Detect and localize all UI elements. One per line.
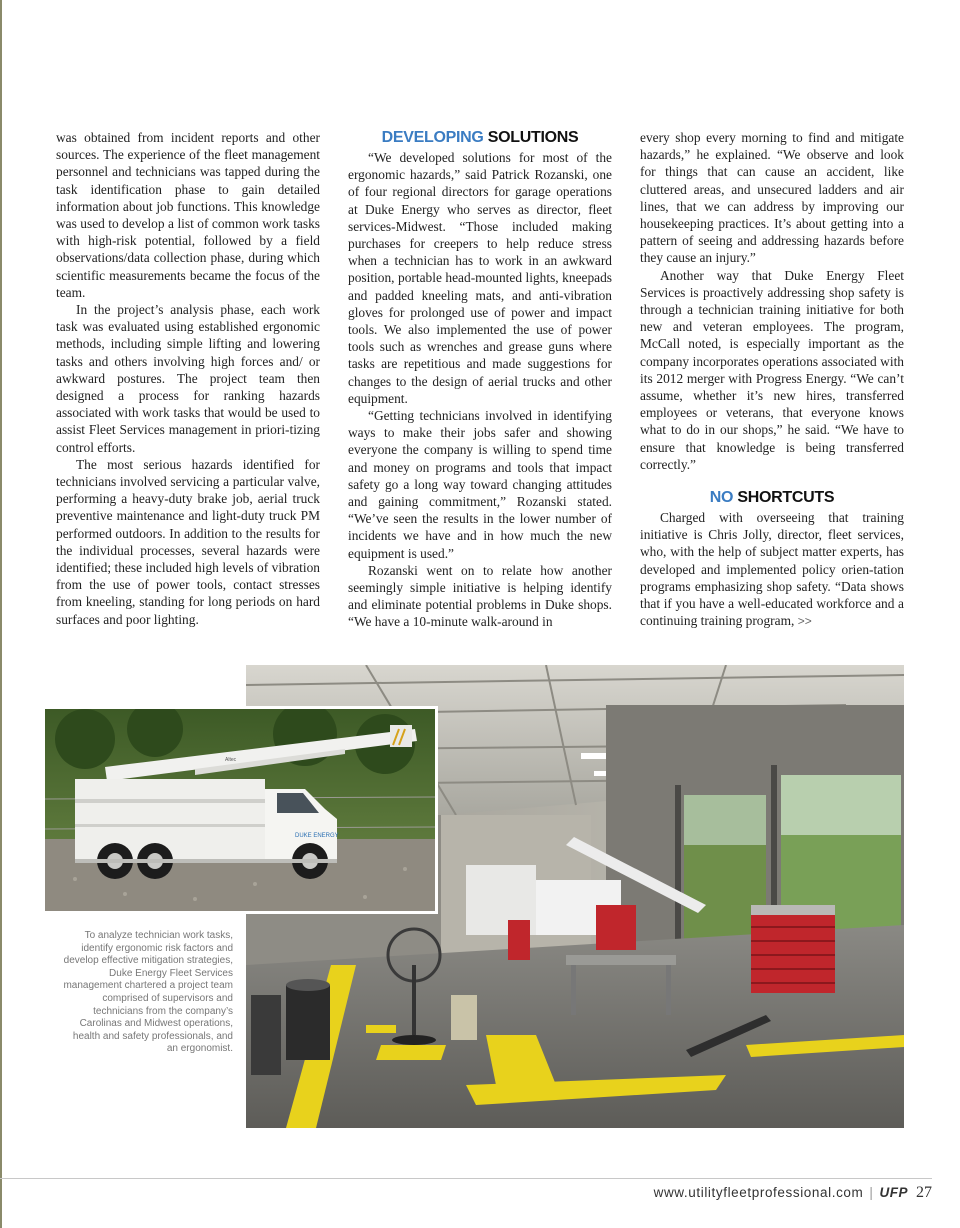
- footer-separator: |: [869, 1185, 874, 1200]
- paragraph: “We developed solutions for most of the ergonomic hazards,” said Patrick Rozanski, one of four regional directors for garage operations at Duke Energy who serves as director, fleet services-Midwest. “Those included making purchases for creepers to help reduce stress when a technician has to work in an awkward position, portable head-mounted lights, kneepads and padded kneeling mats, and anti-vibration gloves for prolonged use of power and impact tools. We also implemented the use of power tools such as wrenches and grease guns where tasks are repetitious and made suggestions for changes to the design of aerial trucks and other equipment.: [348, 150, 612, 406]
- truck-logo-text: DUKE ENERGY: [295, 833, 339, 839]
- section-heading-no-shortcuts: [640, 489, 904, 507]
- heading-word: SOLUTIONS: [487, 129, 579, 146]
- paragraph: every shop every morning to find and mitigate hazards,” he explained. “We observe and look for things that can cause an accident, like cluttered areas, and unsecured ladders and air lines, that we can address by improving our housekeeping practices. It’s about getting into a pattern of seeing and addressing hazards before they cause an injury.”: [640, 130, 904, 266]
- page-footer: [654, 1184, 932, 1202]
- paragraph: “Getting technicians involved in identifying ways to make their jobs safer and showing everyone the company is willing to spend time and money on programs and tools that impact safety go a long way toward changing attitudes and gaining commitment,” Rozanski stated. “We’ve seen the results in the lower number of incidents we have and in how much the new equipment is used.”: [348, 408, 612, 561]
- heading-word: SHORTCUTS: [737, 489, 835, 507]
- page-number: 27: [916, 1184, 932, 1201]
- paragraph-text: Charged with overseeing that training initiative is Chris Jolly, director, fleet services, who, with the help of subject matter experts, has developed and implemented policy orien-tation programs emphasizing shop safety. “Data shows that if you have a well-educated workforce and a continuing training program,: [640, 510, 904, 629]
- article-column-2: [348, 129, 612, 631]
- page-edge-rule: [0, 0, 2, 1228]
- photo-caption: To analyze technician work tasks, identify ergonomic risk factors and develop effective mitigation strategies, Duke Energy Fleet Services management chartered a project team comprised of supervisors and technicians from the company’s Carolinas and Midwest operations, health and safety professionals, and an ergonomist.: [63, 930, 233, 1055]
- paragraph: The most serious hazards identified for technicians involved servicing a particular valve, performing a heavy-duty brake job, aerial truck preventive maintenance and light-duty truck PM performed outdoors. In addition to the results for the individual processes, several hazards were identified; these included high levels of vibration from the use of power tools, contact stresses from kneeling, standing for long periods on hard surfaces and poor lighting.: [56, 456, 320, 627]
- bucket-truck-photo: [42, 706, 438, 914]
- heading-accent-word: DEVELOPING: [381, 129, 484, 146]
- continued-arrow: >>: [797, 614, 812, 629]
- heading-accent-word: NO: [709, 489, 734, 507]
- article-column-1: [56, 129, 320, 628]
- article-column-3: [640, 129, 904, 630]
- footer-divider: [0, 1178, 932, 1179]
- footer-brand: UFP: [879, 1185, 908, 1200]
- footer-url[interactable]: www.utilityfleetprofessional.com: [653, 1185, 864, 1200]
- paragraph: [640, 509, 904, 630]
- paragraph: was obtained from incident reports and other sources. The experience of the fleet management personnel and technicians was tapped during the task identification phase to gain detailed information about job functions. This knowledge was used to develop a list of common work tasks with high-risk potential, followed by a field observations/data collection phase, during which scientific measurements became the focus of the team.: [56, 130, 320, 300]
- section-heading-developing-solutions: [348, 129, 612, 147]
- truck-brand-text: Altec: [225, 757, 237, 763]
- paragraph: In the project’s analysis phase, each work task was evaluated using established ergonomic methods, including simple lifting and lowering tasks and others involving high forces and/ or awkward postures. The project team then designed a process for ranking hazards associated with work tasks that would be used to assist Fleet Services management in priori-tizing control efforts.: [56, 302, 320, 455]
- paragraph: Another way that Duke Energy Fleet Services is proactively addressing shop safety is through a technician training initiative for both new and veteran employees. The program, McCall noted, is especially important as the company incorporates operations associated with its 2012 merger with Progress Energy. “We can’t assume, whether it’s new hires, transferred employees or veterans, that everyone knows what to do in our shops,” he said. “We have to ensure that knowledge is being transferred correctly.”: [640, 267, 904, 472]
- paragraph: Rozanski went on to relate how another seemingly simple initiative is helping identify and eliminate potential problems in Duke shops. “We have a 10-minute walk-around in: [348, 562, 612, 630]
